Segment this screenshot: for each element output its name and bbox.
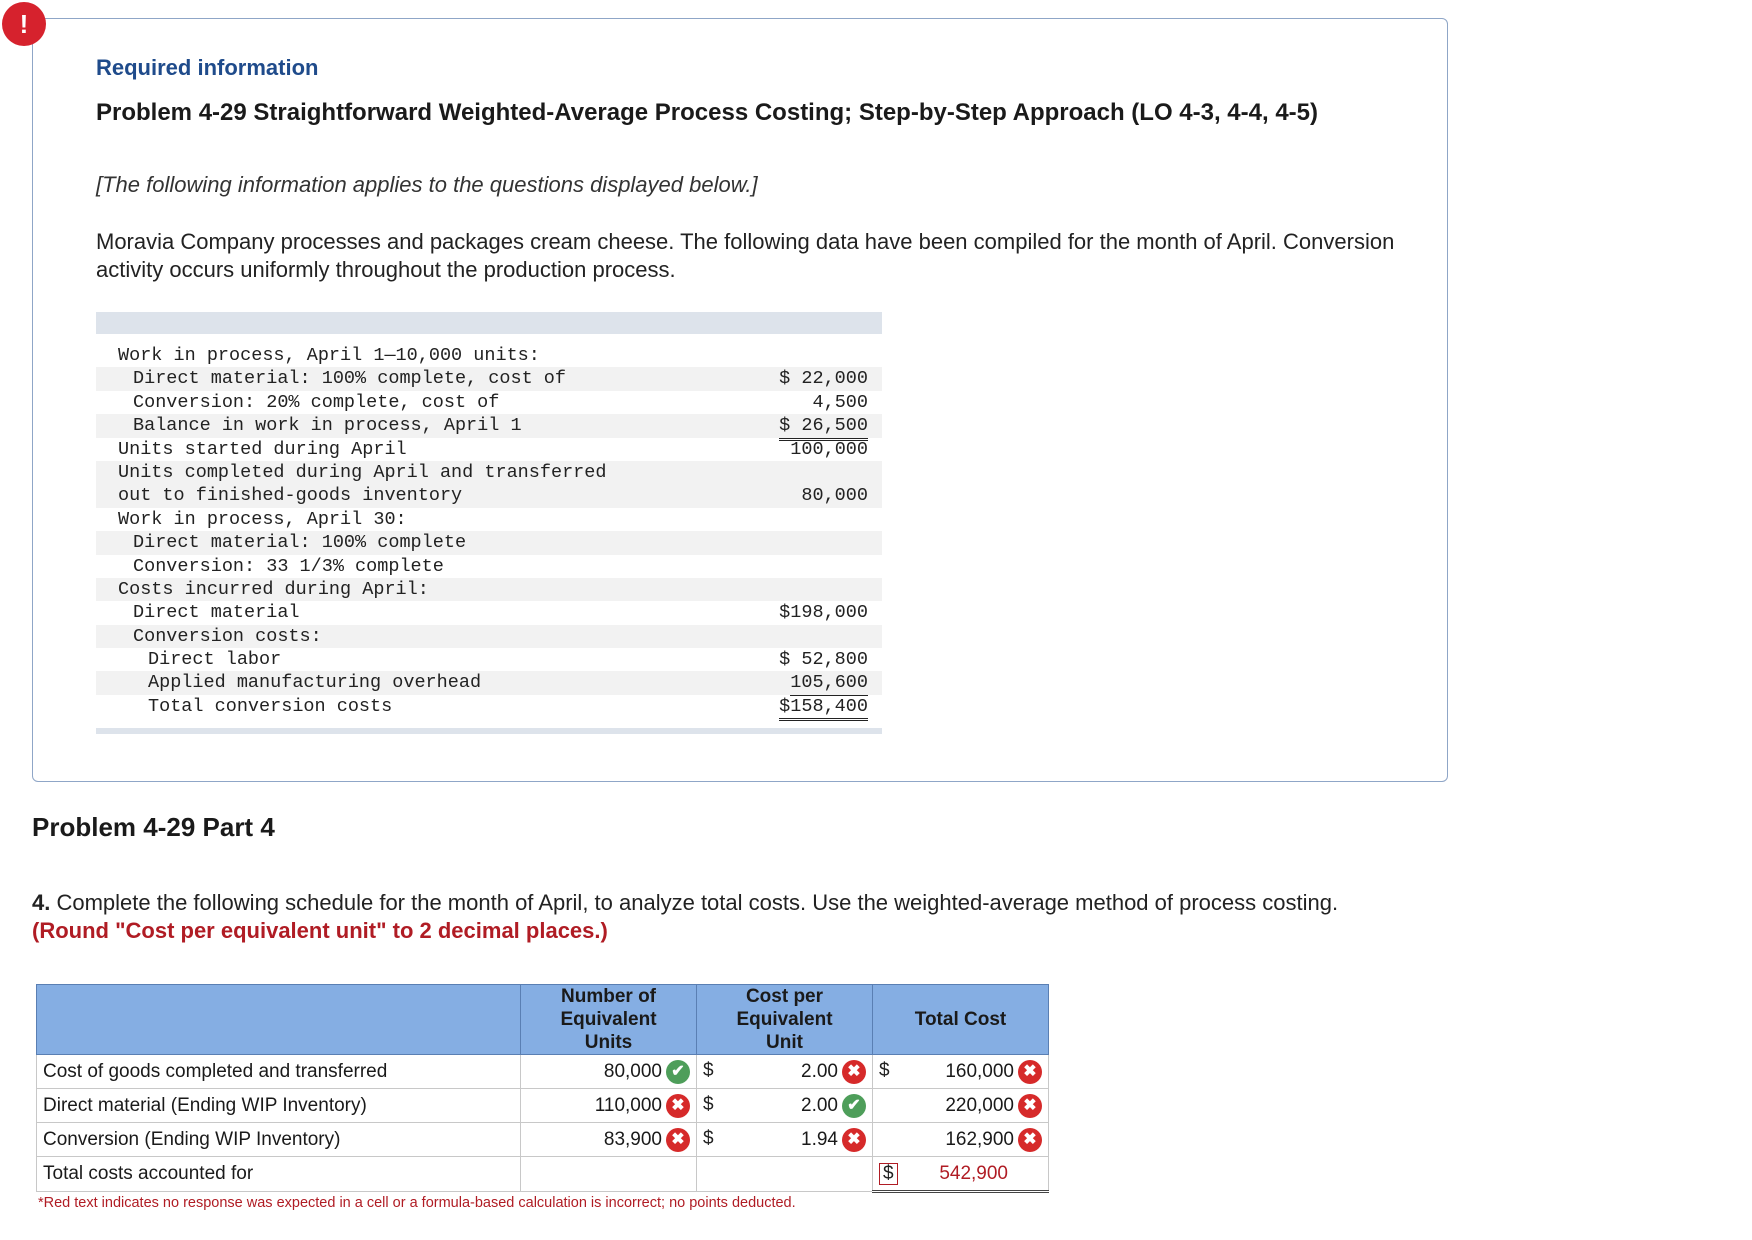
- x-icon: ✖: [1018, 1094, 1042, 1118]
- data-row: [96, 578, 882, 601]
- cost-per-unit-input[interactable]: $ 1.94 ✖: [697, 1123, 873, 1157]
- data-row-value: $ 26,500: [779, 414, 868, 440]
- total-cost-input[interactable]: $ 160,000 ✖: [873, 1055, 1049, 1089]
- footnote: *Red text indicates no response was expected in a cell or a formula-based calculation is incorrect; no points deducted.: [38, 1195, 796, 1211]
- required-information-title: Required information: [96, 55, 319, 80]
- data-row: [96, 671, 882, 694]
- table-bottom-bar: [96, 728, 882, 734]
- data-row: [96, 344, 882, 367]
- blank-header: [37, 985, 521, 1055]
- row-label: Total costs accounted for: [37, 1157, 521, 1192]
- data-row-value: 100,000: [790, 438, 868, 460]
- schedule-header-row: [37, 985, 1049, 1055]
- data-row-value: 4,500: [812, 391, 868, 415]
- cost-per-unit-input[interactable]: $ 2.00 ✖: [697, 1055, 873, 1089]
- check-icon: ✔: [842, 1094, 866, 1118]
- data-row-label: Total conversion costs: [148, 695, 393, 717]
- data-row-label: out to finished-goods inventory: [118, 485, 463, 507]
- schedule-row: [37, 1123, 1049, 1157]
- row-label: Direct material (Ending WIP Inventory): [37, 1089, 521, 1123]
- data-row: [96, 531, 882, 554]
- cost-per-unit-input[interactable]: $ 2.00 ✔: [697, 1089, 873, 1123]
- data-row: [96, 438, 882, 461]
- data-row-value: $ 22,000: [779, 368, 868, 390]
- data-row: [96, 484, 882, 507]
- units-input[interactable]: 83,900 ✖: [521, 1123, 697, 1157]
- data-row: [96, 367, 882, 390]
- x-icon: ✖: [842, 1128, 866, 1152]
- data-row-label: Direct material: 100% complete: [133, 532, 467, 554]
- units-header: Number of Equivalent Units: [521, 985, 697, 1055]
- data-row-label: Direct labor: [148, 649, 282, 671]
- total-cost-input[interactable]: 162,900 ✖: [873, 1123, 1049, 1157]
- x-icon: ✖: [666, 1094, 690, 1118]
- data-row-value: $ 52,800: [779, 649, 868, 671]
- units-input[interactable]: 110,000 ✖: [521, 1089, 697, 1123]
- data-row: [96, 695, 882, 718]
- table-top-bar: [96, 312, 882, 334]
- empty-cell: [697, 1157, 873, 1192]
- data-row-label: Units completed during April and transferred: [118, 461, 607, 483]
- units-input[interactable]: 80,000 ✔: [521, 1055, 697, 1089]
- data-row: [96, 648, 882, 671]
- data-row-label: Conversion costs:: [133, 625, 322, 647]
- applies-note: [The following information applies to the questions displayed below.]: [96, 172, 758, 197]
- data-row-label: Direct material: [133, 602, 300, 624]
- data-row-label: Balance in work in process, April 1: [133, 415, 522, 437]
- data-row-value: 80,000: [801, 485, 868, 507]
- empty-cell: [521, 1157, 697, 1192]
- problem-title: Problem 4-29 Straightforward Weighted-Average Process Costing; Step-by-Step Approach (LO 4-3, 4-4, 4-5): [96, 99, 1319, 126]
- data-row-label: Conversion: 20% complete, cost of: [133, 391, 500, 413]
- cost-per-unit-header: Cost per Equivalent Unit: [697, 985, 873, 1055]
- part-title: Problem 4-29 Part 4: [32, 812, 275, 842]
- total-cost-input[interactable]: 220,000 ✖: [873, 1089, 1049, 1123]
- total-cost-header: Total Cost: [873, 985, 1049, 1055]
- total-costs-value: $ 542,900: [873, 1157, 1049, 1192]
- data-row: [96, 414, 882, 437]
- data-row: [96, 508, 882, 531]
- given-data-table: [96, 312, 882, 734]
- data-row: [96, 391, 882, 414]
- check-icon: ✔: [666, 1060, 690, 1084]
- data-row-value: $198,000: [779, 601, 868, 627]
- data-row-value: 105,600: [790, 671, 868, 695]
- x-icon: ✖: [1018, 1128, 1042, 1152]
- schedule-total-row: [37, 1157, 1049, 1192]
- data-row-label: Applied manufacturing overhead: [148, 672, 482, 694]
- data-row-label: Conversion: 33 1/3% complete: [133, 555, 444, 577]
- data-row-value: $158,400: [779, 695, 868, 721]
- cost-schedule-table: [36, 984, 1049, 1193]
- question-body: Complete the following schedule for the month of April, to analyze total costs. Use the weighted-average method of process costing.: [50, 890, 1339, 915]
- data-row: [96, 601, 882, 624]
- data-row-label: Units started during April: [118, 438, 407, 460]
- x-icon: ✖: [666, 1128, 690, 1152]
- rounding-instruction: (Round "Cost per equivalent unit" to 2 decimal places.): [32, 918, 608, 943]
- data-row-label: Direct material: 100% complete, cost of: [133, 368, 566, 390]
- data-row: [96, 461, 882, 484]
- x-icon: ✖: [842, 1060, 866, 1084]
- alert-icon: !: [2, 2, 46, 46]
- data-row-label: Work in process, April 30:: [118, 508, 407, 530]
- row-label: Cost of goods completed and transferred: [37, 1055, 521, 1089]
- schedule-row: [37, 1055, 1049, 1089]
- question-number: 4.: [32, 890, 51, 915]
- row-label: Conversion (Ending WIP Inventory): [37, 1123, 521, 1157]
- x-icon: ✖: [1018, 1060, 1042, 1084]
- data-row: [96, 555, 882, 578]
- schedule-row: [37, 1089, 1049, 1123]
- data-row-label: Work in process, April 1—10,000 units:: [118, 345, 540, 366]
- data-row-label: Costs incurred during April:: [118, 578, 429, 600]
- question-text: [32, 889, 1412, 945]
- data-row: [96, 625, 882, 648]
- intro-paragraph: Moravia Company processes and packages cream cheese. The following data have been compiled for the month of April. Conversion activity occurs uniformly throughout the production process.: [96, 229, 1395, 282]
